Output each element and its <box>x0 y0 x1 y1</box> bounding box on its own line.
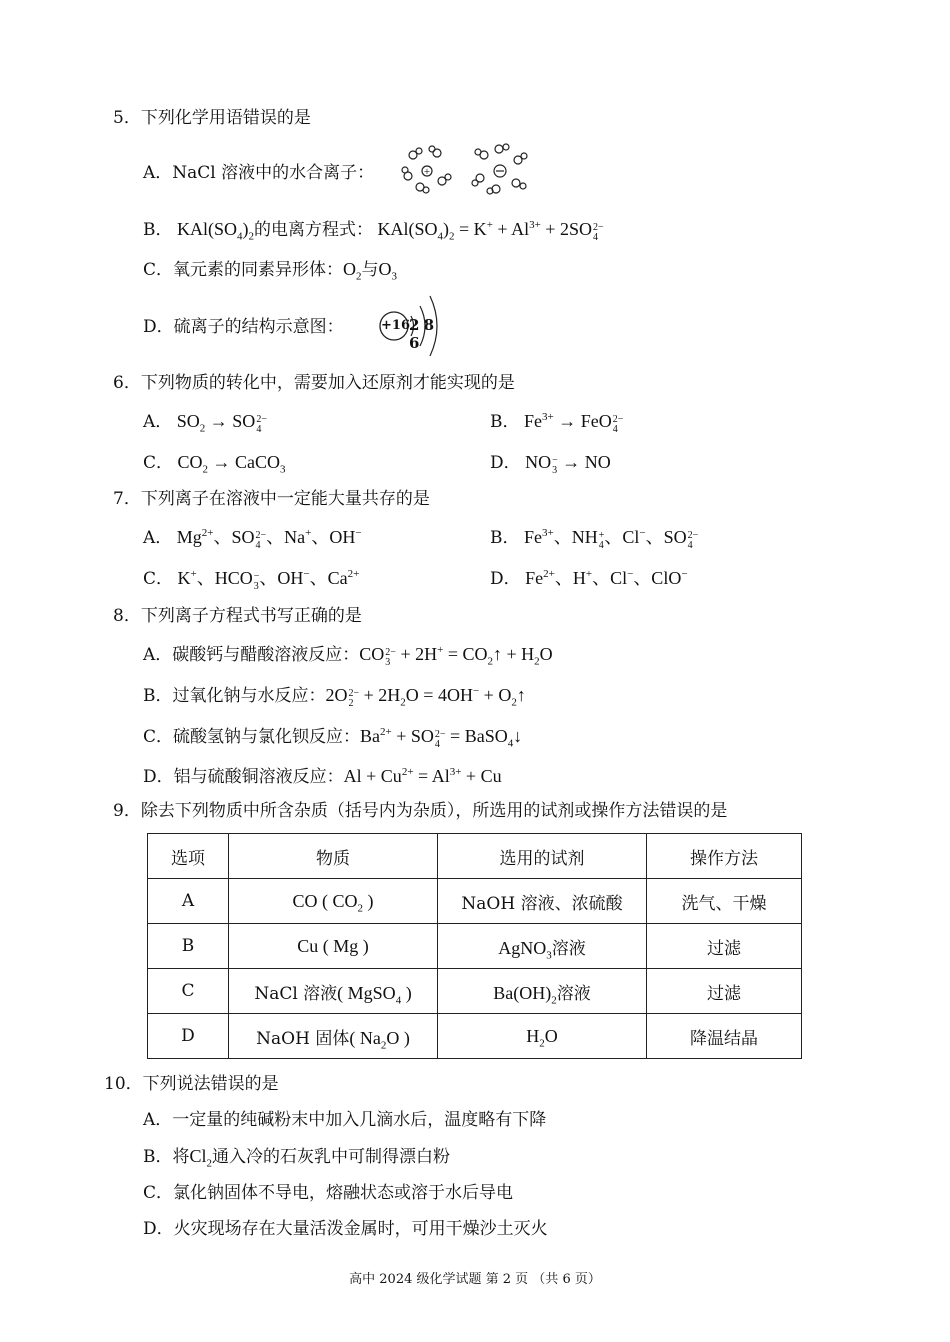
q8-option-d: D．铝与硫酸铜溶液反应：$Al + Cu^{2+} = Al^{3+} + Cu$ <box>143 766 502 787</box>
header-option: 选项 <box>148 834 229 879</box>
table-row: B Cu ( Mg ) AgNO$_3$溶液 过滤 <box>148 924 802 969</box>
hydrated-ions-diagram <box>396 143 536 195</box>
q7-option-a: A． $Mg^{2+}$、SO 2− 4 、Na+、OH− <box>143 527 362 551</box>
table-row: A CO ( $CO_2$ ) NaOH 溶液、浓硫酸 洗气、干燥 <box>148 879 802 924</box>
q5-option-c: C．氧元素的同素异形体：$O_2$与$O_3$ <box>143 259 398 283</box>
q6-option-c: C． $CO_2$ → CaCO$_3$ <box>143 452 286 476</box>
header-method: 操作方法 <box>647 834 802 879</box>
q10-stem: 10．下列说法错误的是 <box>104 1074 279 1094</box>
q6-option-d: D． NO − 3 → NO <box>490 452 611 476</box>
q5-stem: 5．下列化学用语错误的是 <box>113 108 311 128</box>
svg-text:+: + <box>423 167 431 176</box>
q6-stem: 6．下列物质的转化中，需要加入还原剂才能实现的是 <box>113 373 515 393</box>
q7-option-c: C． K+、HCO − 3 、OH−、$Ca^{2+}$ <box>143 568 360 592</box>
q5-a-text: NaCl 溶液中的水合离子： <box>172 163 375 183</box>
header-substance: 物质 <box>229 834 438 879</box>
q9-table <box>147 833 802 1059</box>
q10-option-c: C．氯化钠固体不导电，熔融状态或溶于水后导电 <box>143 1183 514 1203</box>
q8-stem: 8．下列离子方程式书写正确的是 <box>113 606 362 626</box>
q6-option-b: B． $Fe^{3+}$ → FeO 2− 4 <box>490 411 624 435</box>
q5-option-b: B． $KAl(SO_4)_2$的电离方程式： $KAl(SO_4)_2 = K^+ + Al^{3+} + 2SO$ 2− 4 <box>143 219 604 243</box>
page-footer: 高中 2024 级化学试题 第 2 页 （共 6 页） <box>349 1272 601 1287</box>
q8-option-a: A．碳酸钙与醋酸溶液反应：CO 2− 3 + $2H^+ = CO_2↑ + H_2O$ <box>143 644 553 668</box>
q7-option-b: B． $Fe^{3+}$、NH + 4 、Cl−、SO 2− 4 <box>490 527 699 551</box>
q10-option-d: D．火灾现场存在大量活泼金属时，可用干燥沙土灭火 <box>143 1219 548 1239</box>
q5-option-d: D．硫离子的结构示意图： <box>143 317 344 337</box>
q7-stem: 7．下列离子在溶液中一定能大量共存的是 <box>113 489 430 509</box>
table-row: C NaCl 溶液( MgSO$_4$ ) $Ba(OH)_2$溶液 过滤 <box>148 969 802 1014</box>
q7-option-d: D． $Fe^{2+}$、H+、Cl−、ClO− <box>490 568 688 589</box>
q10-option-a: A．一定量的纯碱粉末中加入几滴水后，温度略有下降 <box>143 1110 547 1130</box>
q10-option-b: B．将$Cl_2$通入冷的石灰乳中可制得漂白粉 <box>143 1146 451 1170</box>
q5-option-a: A．NaCl 溶液中的水合离子： <box>143 163 375 183</box>
table-row: D NaOH 固体( $Na_2O$ ) $H_2O$ 降温结晶 <box>148 1014 802 1059</box>
q8-option-c: C．硫酸氢钠与氯化钡反应：$Ba^{2+}$ + SO 2− 4 = BaSO$_4$↓ <box>143 726 523 750</box>
table-header-row <box>148 834 802 879</box>
sulfide-ion-structure-icon: +16 2 8 6 <box>378 292 448 362</box>
q6-option-a: A． $SO_2$ → SO 2− 4 <box>143 411 267 435</box>
q8-option-b: B．过氧化钠与水反应：2O 2− 2 + $2H_2O = 4OH^-$ + $O_2↑$ <box>143 685 526 709</box>
header-reagent: 选用的试剂 <box>438 834 647 879</box>
q9-stem: 9．除去下列物质中所含杂质（括号内为杂质），所选用的试剂或操作方法错误的是 <box>113 801 728 821</box>
